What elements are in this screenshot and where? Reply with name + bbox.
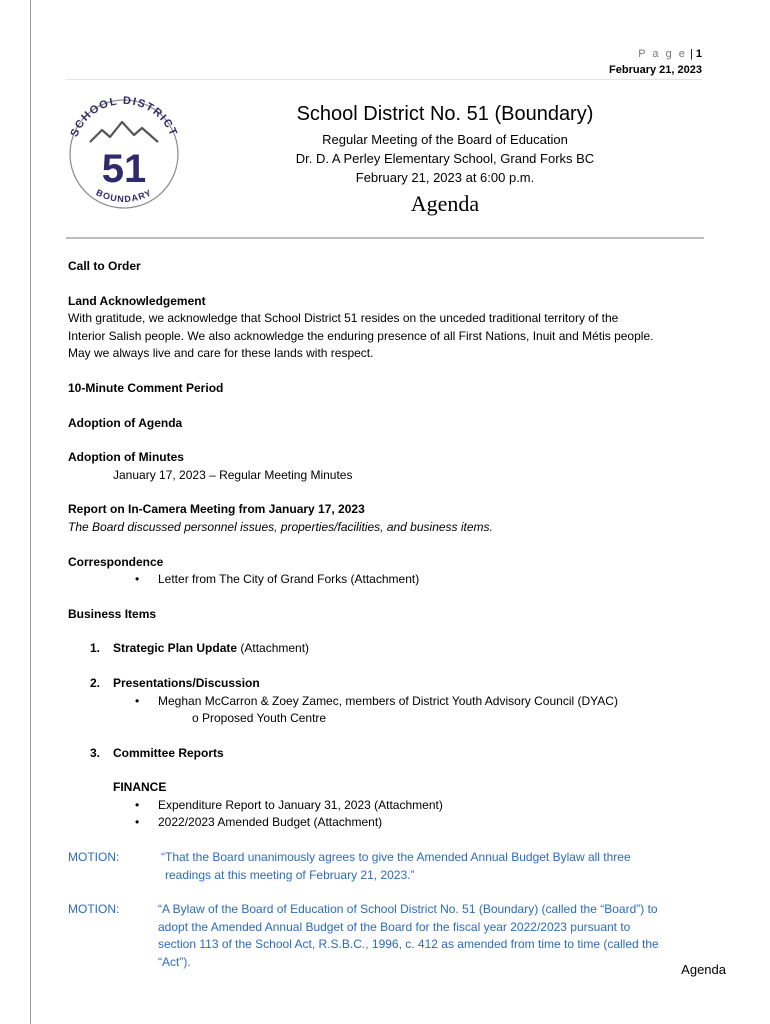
item-number: 2. [90, 675, 101, 690]
header-divider [66, 79, 702, 80]
item-number: 3. [90, 745, 101, 760]
meeting-location: Dr. D. A Perley Elementary School, Grand Forks BC [295, 151, 595, 166]
document-title: School District No. 51 (Boundary) [296, 103, 594, 125]
item-number: 1. [90, 641, 101, 656]
header-date: February 21, 2023 [609, 64, 702, 76]
page-header [609, 46, 702, 78]
correspondence-section [68, 554, 710, 589]
page-separator: | [689, 48, 693, 60]
meeting-type: Regular Meeting of the Board of Education [322, 132, 568, 147]
footer-agenda-label: Agenda [681, 962, 726, 977]
motion-label: MOTION: [68, 902, 120, 917]
page-label: P a g e [638, 48, 687, 60]
school-district-logo [60, 90, 188, 218]
adoption-of-agenda-heading: Adoption of Agenda [68, 415, 183, 430]
adoption-of-minutes-section [68, 449, 710, 484]
land-acknowledgement-line: With gratitude, we acknowledge that School District 51 resides on the unceded traditional territory of the [68, 311, 619, 326]
motion-line: “A Bylaw of the Board of Education of School District No. 51 (Boundary) (called the “Board”) to [158, 902, 658, 917]
finance-item: • 2022/2023 Amended Budget (Attachment) [68, 814, 710, 832]
business-item-1 [68, 640, 710, 658]
item-attachment-note: (Attachment) [237, 641, 310, 656]
call-to-order-heading: Call to Order [68, 259, 141, 273]
item-2-title-row [68, 675, 710, 693]
land-acknowledgement-heading: Land Acknowledgement [68, 293, 206, 308]
motion-1 [68, 849, 710, 884]
page-indicator [609, 46, 702, 62]
motion-line: readings at this meeting of February 21, 2023.” [165, 867, 415, 882]
motion-text [158, 901, 710, 971]
motion-2 [68, 901, 710, 971]
minutes-item: January 17, 2023 – Regular Meeting Minutes [113, 467, 353, 482]
land-acknowledgement-line: May we always live and care for these lands with respect. [68, 346, 374, 361]
in-camera-section [68, 501, 710, 536]
motion-line: adopt the Amended Annual Budget of the Board for the fiscal year 2022/2023 pursuant to [158, 919, 631, 934]
business-item-2 [68, 675, 710, 728]
mountains-icon [90, 122, 158, 142]
in-camera-heading: Report on In-Camera Meeting from January 17, 2023 [68, 502, 365, 517]
item-title: Strategic Plan Update [113, 641, 238, 656]
motion-label: MOTION: [68, 850, 120, 865]
land-acknowledgement-section [68, 293, 710, 363]
motion-text [158, 849, 710, 884]
correspondence-item: • Letter from The City of Grand Forks (Attachment) [68, 571, 710, 589]
meeting-datetime: February 21, 2023 at 6:00 p.m. [355, 170, 535, 185]
agenda-content [68, 258, 710, 989]
in-camera-note: The Board discussed personnel issues, properties/facilities, and business items. [68, 519, 493, 534]
business-item-3 [68, 745, 710, 763]
business-items-heading: Business Items [68, 606, 157, 621]
item-title: Presentations/Discussion [113, 675, 260, 690]
correspondence-heading: Correspondence [68, 554, 164, 569]
logo-bottom-text: BOUNDARY [94, 187, 154, 205]
item-title: Committee Reports [113, 745, 224, 760]
finance-heading: FINANCE [113, 780, 167, 795]
title-block [250, 100, 640, 219]
finance-section [68, 779, 710, 832]
logo-top-text: SCHOOL DISTRICT [68, 94, 180, 139]
comment-period-heading: 10-Minute Comment Period [68, 380, 224, 395]
land-acknowledgement-line: Interior Salish people. We also acknowledge the enduring presence of all First Nations, Inuit and Métis people. [68, 328, 654, 343]
agenda-title: Agenda [410, 191, 480, 216]
presentation-subitem: o Proposed Youth Centre [192, 711, 327, 726]
adoption-of-minutes-heading: Adoption of Minutes [68, 450, 184, 465]
motion-line: “Act”). [158, 955, 191, 970]
page-left-border [30, 0, 31, 1024]
motion-line: “That the Board unanimously agrees to give the Amended Annual Budget Bylaw all three [161, 850, 631, 865]
title-divider [66, 237, 704, 239]
presentation-item: • Meghan McCarron & Zoey Zamec, members of District Youth Advisory Council (DYAC) [68, 693, 710, 711]
finance-item: • Expenditure Report to January 31, 2023 (Attachment) [68, 797, 710, 815]
logo-number: 51 [101, 147, 147, 191]
page-number: 1 [695, 48, 702, 60]
motion-line: section 113 of the School Act, R.S.B.C., 1996, c. 412 as amended from time to time (called the [158, 937, 659, 952]
